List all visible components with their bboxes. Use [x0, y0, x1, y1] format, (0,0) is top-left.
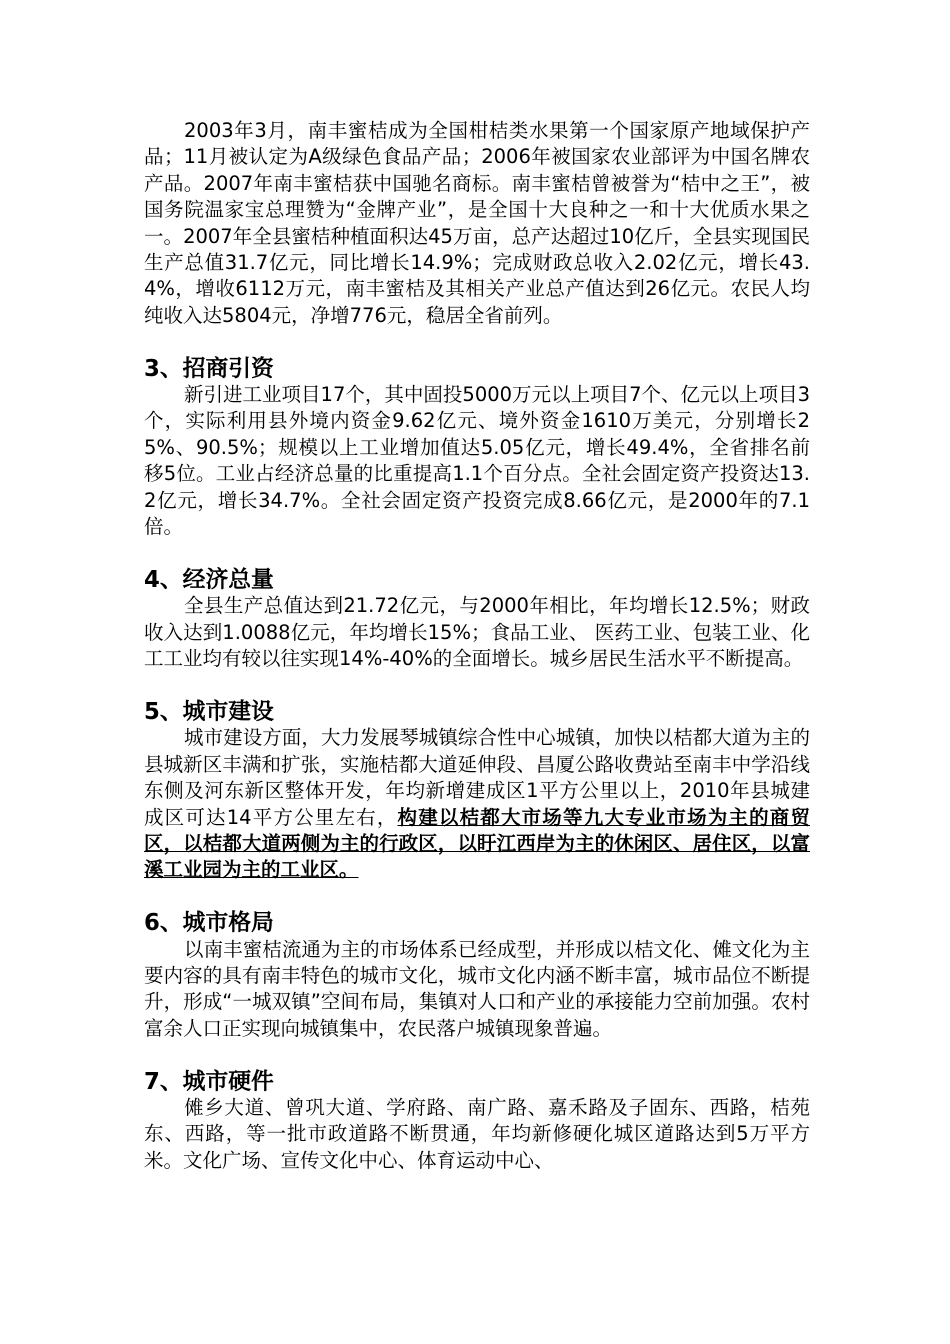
section-heading-urban-layout: 6、城市格局 [144, 910, 274, 937]
document-page [144, 118, 810, 1174]
section-paragraph-economy: 全县生产总值达到21.72亿元，与2000年相比，年均增长12.5%；财政收入达到1.0088亿元，年均增长15%；食品工业、 医药工业、包装工业、化工工业均有较以往实现14%-40%的全面增长。城乡居民生活水平不断提高。 [144, 594, 810, 671]
section-heading-urban-construction: 5、城市建设 [144, 698, 274, 725]
section-heading-investment: 3、招商引资 [144, 355, 274, 382]
section-paragraph-urban-construction [144, 725, 810, 883]
intro-paragraph: 2003年3月，南丰蜜桔成为全国柑桔类水果第一个国家原产地域保护产品；11月被认定为A级绿色食品产品；2006年被国家农业部评为中国名牌农产品。2007年南丰蜜桔获中国驰名商标。南丰蜜桔曾被誉为“桔中之王”，被国务院温家宝总理赞为“金牌产业”，是全国十大良种之一和十大优质水果之一。2007年全县蜜桔种植面积达45万亩，总产达超过10亿斤，全县实现国民生产总值31.7亿元，同比增长14.9%；完成财政总收入2.02亿元，增长43.4%，增收6112万元，南丰蜜桔及其相关产业总产值达到26亿元。农民人均纯收入达5804元，净增776元，稳居全省前列。 [144, 119, 810, 327]
section-heading-economy: 4、经济总量 [144, 566, 274, 593]
section-paragraph-urban-layout: 以南丰蜜桔流通为主的市场体系已经成型，并形成以桔文化、傩文化为主要内容的具有南丰特色的城市文化，城市文化内涵不断丰富，城市品位不断提升，形成“一城双镇”空间布局，集镇对人口和产业的承接能力空前加强。农村富余人口正实现向城镇集中，农民落户城镇现象普遍。 [144, 937, 810, 1040]
urban-construction-text: 城市建设方面，大力发展琴城镇综合性中心城镇，加快以桔都大道为主的县城新区丰满和扩张，实施桔都大道延伸段、昌厦公路收费站至南丰中学沿线东侧及河东新区整体开发，年均新增建成区1平方公里以上，2010年县城建成区可达14平方公里左右， [144, 726, 810, 829]
section-heading-urban-hardware: 7、城市硬件 [144, 1068, 274, 1095]
urban-construction-emphasis: 构建以桔都大市场等九大专业市场为主的商贸区，以桔都大道两侧为主的行政区，以盱江西岸为主的休闲区、居住区，以富溪工业园为主的工业区。 [144, 805, 810, 882]
section-paragraph-urban-hardware: 傩乡大道、曾巩大道、学府路、南广路、嘉禾路及子固东、西路，桔苑东、西路，等一批市政道路不断贯通，年均新修硬化城区道路达到5万平方米。文化广场、宣传文化中心、体育运动中心、 [144, 1095, 810, 1172]
section-paragraph-investment: 新引进工业项目17个，其中固投5000万元以上项目7个、亿元以上项目3个，实际利用县外境内资金9.62亿元、境外资金1610万美元，分别增长25%、90.5%；规模以上工业增加值达5.05亿元，增长49.4%，全省排名前移5位。工业占经济总量的比重提高1.1个百分点。全社会固定资产投资达13.2亿元，增长34.7%。全社会固定资产投资完成8.66亿元，是2000年的7.1倍。 [144, 383, 810, 539]
